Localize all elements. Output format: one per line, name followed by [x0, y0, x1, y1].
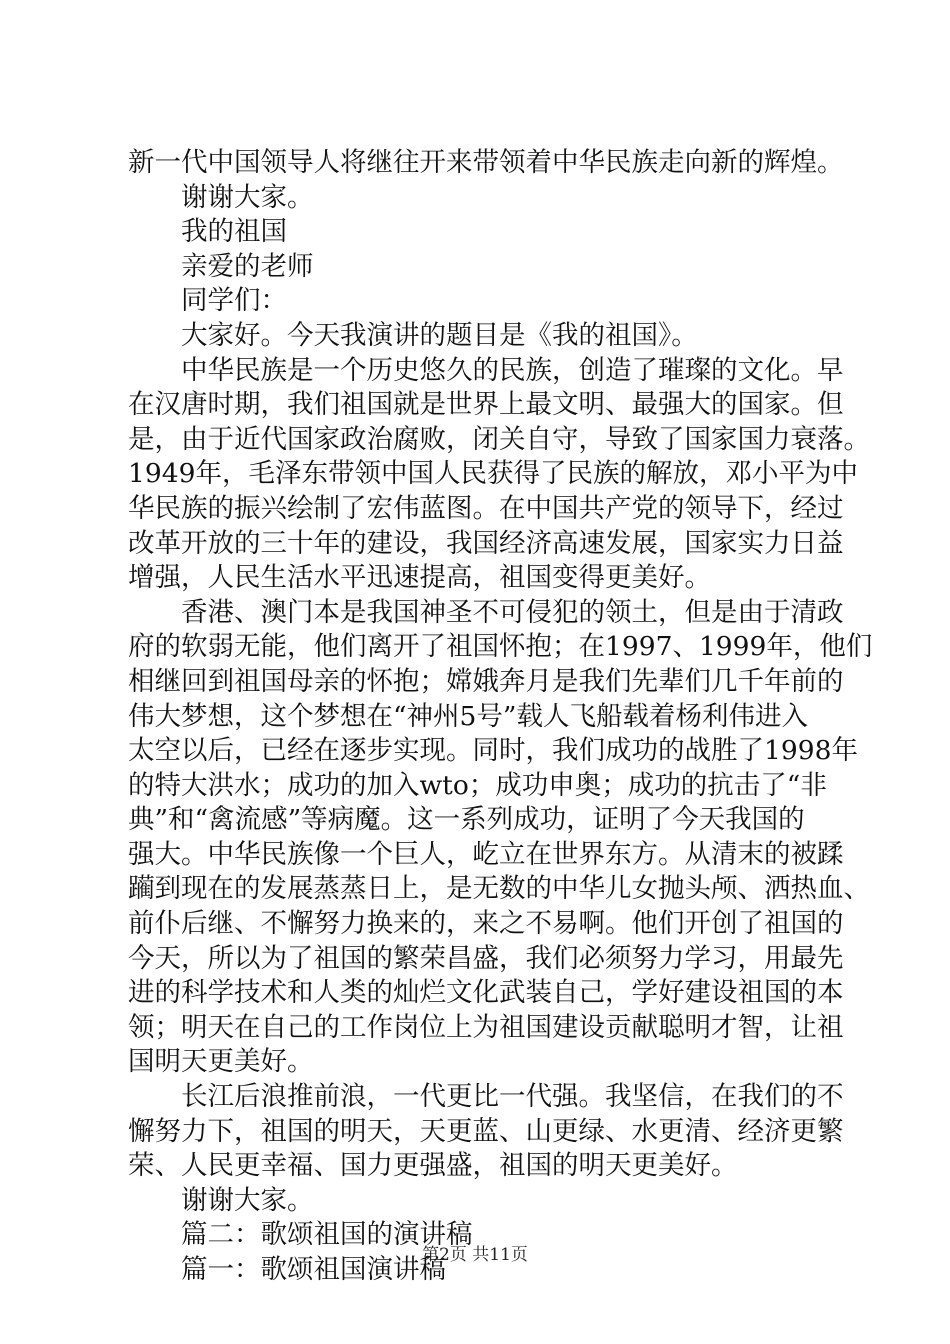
text-line: 躏到现在的发展蒸蒸日上，是无数的中华儿女抛头颅、洒热血、: [128, 873, 870, 905]
text-line: 篇二：歌颂祖国的演讲稿: [181, 1219, 473, 1251]
text-line: 国明天更美好。: [128, 1046, 314, 1078]
text-line: 中华民族是一个历史悠久的民族，创造了璀璨的文化。早: [181, 354, 844, 386]
text-line: 府的软弱无能，他们离开了祖国怀抱；在1997、1999年，他们: [128, 631, 873, 663]
text-line: 我的祖国: [181, 216, 287, 248]
text-line: 1949年，毛泽东带领中国人民获得了民族的解放，邓小平为中: [128, 458, 858, 490]
document-body: [128, 146, 873, 1288]
text-line: 同学们：: [181, 285, 287, 317]
text-line: 谢谢大家。: [181, 1184, 314, 1216]
text-line: 改革开放的三十年的建设，我国经济高速发展，国家实力日益: [128, 527, 844, 559]
text-line: 相继回到祖国母亲的怀抱；嫦娥奔月是我们先辈们几千年前的: [128, 665, 844, 697]
text-line: 的特大洪水；成功的加入wto；成功申奥；成功的抗击了“非: [128, 769, 827, 801]
text-line: 伟大梦想，这个梦想在“神州5号”载人飞船载着杨利伟进入: [128, 700, 808, 732]
text-line: 今天，所以为了祖国的繁荣昌盛，我们必须努力学习，用最先: [128, 942, 844, 974]
text-line: 谢谢大家。: [181, 181, 314, 213]
text-line: 强大。中华民族像一个巨人，屹立在世界东方。从清末的被蹂: [128, 838, 844, 870]
text-line: 新一代中国领导人将继往开来带领着中华民族走向新的辉煌。: [128, 147, 844, 178]
text-line: 典”和“禽流感”等病魔。这一系列成功，证明了今天我国的: [128, 804, 805, 836]
text-line: 大家好。今天我演讲的题目是《我的祖国》。: [181, 319, 698, 351]
text-line: 太空以后，已经在逐步实现。同时，我们成功的战胜了1998年: [128, 735, 858, 767]
text-line: 进的科学技术和人类的灿烂文化武装自己，学好建设祖国的本: [128, 977, 844, 1009]
text-line: 香港、澳门本是我国神圣不可侵犯的领土，但是由于清政: [181, 596, 844, 628]
text-line: 荣、人民更幸福、国力更强盛，祖国的明天更美好。: [128, 1150, 738, 1182]
text-line: 前仆后继、不懈努力换来的，来之不易啊。他们开创了祖国的: [128, 908, 844, 940]
text-line: 长江后浪推前浪，一代更比一代强。我坚信，在我们的不: [181, 1081, 844, 1113]
text-line: 增强，人民生活水平迅速提高，祖国变得更美好。: [128, 562, 711, 594]
text-line: 亲爱的老师: [181, 250, 314, 282]
page-footer: 第2页 共11页: [422, 1245, 528, 1265]
text-line: 篇一：歌颂祖国演讲稿: [181, 1254, 446, 1285]
text-line: 领；明天在自己的工作岗位上为祖国建设贡献聪明才智，让祖: [128, 1011, 844, 1043]
text-line: 华民族的振兴绘制了宏伟蓝图。在中国共产党的领导下，经过: [128, 492, 844, 524]
text-line: 懈努力下，祖国的明天，天更蓝、山更绿、水更清、经济更繁: [128, 1115, 844, 1147]
text-line: 在汉唐时期，我们祖国就是世界上最文明、最强大的国家。但: [128, 389, 844, 421]
text-line: 是，由于近代国家政治腐败，闭关自守，导致了国家国力衰落。: [128, 423, 870, 455]
